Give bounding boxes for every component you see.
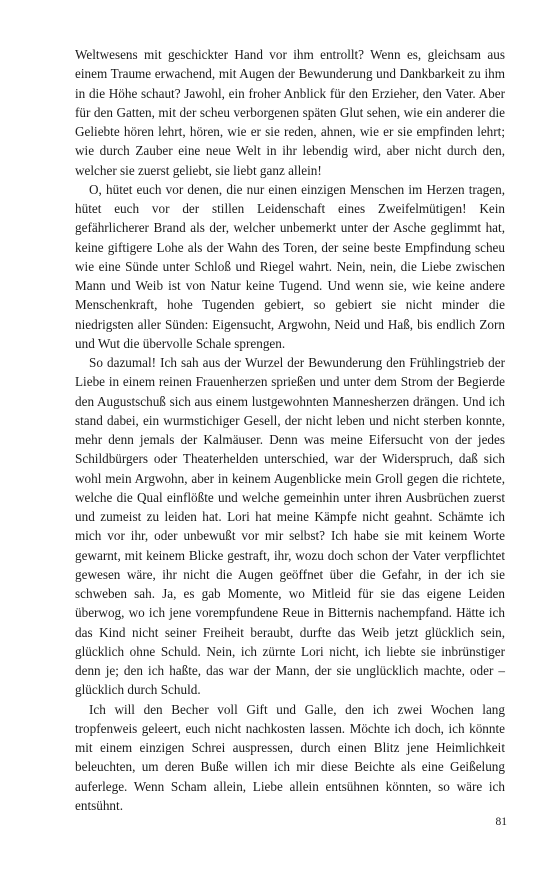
body-text [75,45,505,815]
paragraph: O, hütet euch vor denen, die nur einen einzigen Menschen im Herzen tragen, hütet euch vor der stillen Leidenschaft eines Zweifelmütigen! Kein gefährlicherer Brand als der, welcher unbemerkt unter der Asche geglimmt hat, keine giftigere Lohe als der Wahn des Toren, der seine beste Empfindung scheu wie eine Sünde unter Schloß und Riegel wahrt. Nein, nein, die Liebe zwischen Mann und Weib ist von Natur keine Tugend. Und wenn sie, wie keine andere Menschenkraft, hohe Tugenden gebiert, so gebiert sie nicht minder die niedrigsten aller Sünden: Eigensucht, Argwohn, Neid und Haß, bis endlich Zorn und Wut die übervolle Schale sprengen. [75,181,505,351]
paragraph: Weltwesens mit geschickter Hand vor ihm entrollt? Wenn es, gleichsam aus einem Traume erwachend, mit Augen der Bewunderung und Dankbarkeit zu ihm in die Höhe schaut? Jawohl, ein froher Anblick für den Erzieher, den Vater. Aber für den Gatten, mit der scheu verborgenen späten Glut sehen, wie ein anderer die Geliebte hören lehrt, hören, wie er sie reden, ahnen, wie er sie empfinden lehrt; wie durch Zauber eine neue Welt in ihr lebendig wird, aber nicht durch den, welcher sie zuerst geliebt, sie liebt ganz allein! [75,47,505,178]
page-number: 81 [495,816,507,828]
paragraph: So dazumal! Ich sah aus der Wurzel der Bewunderung den Frühlingstrieb der Liebe in einem reinen Frauenherzen sprießen und unter dem Strom der Begierde den Augustschuß sich aus einem lustgewohnten Mannesherzen drängen. Und ich stand dabei, ein wurmstichiger Gesell, der nicht leben und nicht sterben konnte, mehr denn jemals der Kalmäuser. Denn was meine Eifersucht von der jedes Schildbürgers oder Theaterhelden unterschied, war der Widerspruch, daß sich wohl mein Argwohn, aber in keinem Augenblicke mein Groll gegen die richtete, welche die Qual einflößte und welche gemeinhin unter ihren Ausbrüchen zuerst und zumeist zu leiden hat. Lori hat meine Kämpfe nicht geahnt. Schämte ich mich vor ihr, oder unbewußt vor mir selbst? Ich habe sie mit keinem Worte gewarnt, mit keinem Blicke gestraft, ihr, wozu doch schon der Vater verpflichtet gewesen wäre, ihr nicht die Augen geöffnet über die Gefahr, in der ich sie schweben sah. Ja, es gab Momente, wo Mitleid für sie das eigene Leiden überwog, wo ich jene vorempfundene Reue in Bitternis nachempfand. Hätte ich das Kind nicht seiner Freiheit beraubt, durfte das Weib jetzt glücklich sein, glücklich ohne Schuld. Nein, ich zürnte Lori nicht, ich liebte sie inbrünstiger denn je; den ich haßte, das war der Mann, der sie unglücklich machte, oder – glücklich durch Schuld. [75,355,505,698]
paragraph: Ich will den Becher voll Gift und Galle, den ich zwei Wochen lang tropfenweis geleert, euch nicht nachkosten lassen. Möchte ich doch, ich könnte mit einem einzigen Schrei auspressen, durch einen Blitz jene Heimlichkeit beleuchten, um deren Buße willen ich mir diese Beichte als eine Geißelung auferlege. Wenn Scham allein, Liebe allein entsühnen könnten, so wäre ich entsühnt. [75,701,505,813]
